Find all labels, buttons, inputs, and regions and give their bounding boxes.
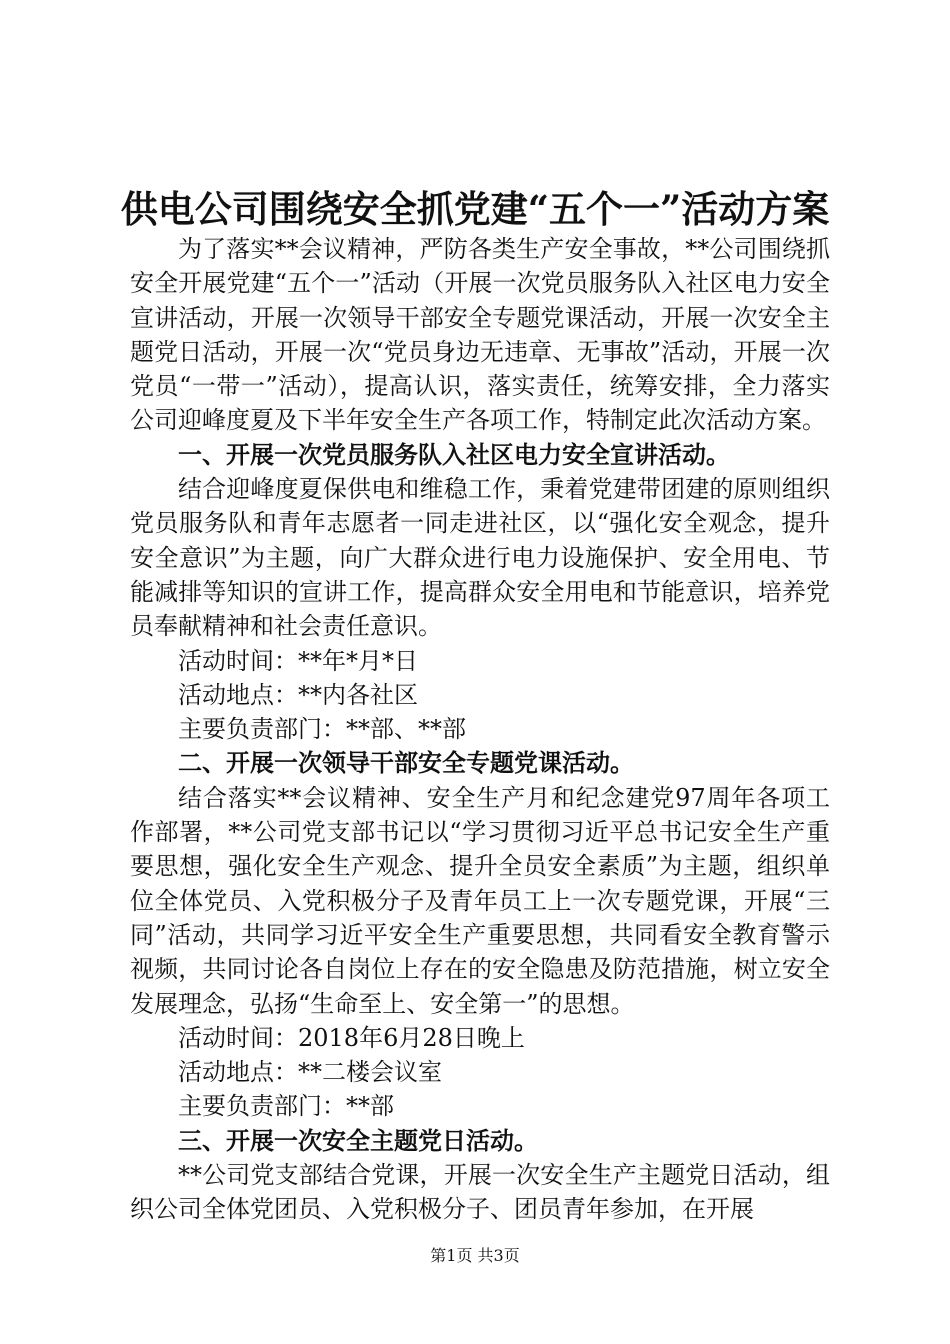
document-body: [130, 232, 830, 1227]
activity-place-1: 活动地点：**内各社区: [178, 680, 418, 709]
responsible-dept-1: 主要负责部门：**部、**部: [178, 715, 466, 744]
page-footer: 第1页 共3页: [430, 1246, 520, 1265]
activity-time-2: 活动时间：2018年6月28日晚上: [178, 1023, 525, 1052]
paragraph-section-3: **公司党支部结合党课，开展一次安全生产主题党日活动，组织公司全体党团员、入党积极分子、团员青年参加，在开展: [130, 1161, 830, 1224]
activity-place-2: 活动地点：**二楼会议室: [178, 1058, 442, 1087]
section-heading-2: 二、开展一次领导干部安全专题党课活动。: [178, 748, 634, 778]
paragraph-section-1: 结合迎峰度夏保供电和维稳工作，秉着党建带团建的原则组织党员服务队和青年志愿者一同走进社区，以“强化安全观念，提升安全意识”为主题，向广大群众进行电力设施保护、安全用电、节能减排等知识的宣讲工作，提高群众安全用电和节能意识，培养党员奉献精神和社会责任意识。: [130, 475, 830, 641]
section-heading-1: 一、开展一次党员服务队入社区电力安全宣讲活动。: [178, 439, 730, 469]
paragraph-section-2: 结合落实**会议精神、安全生产月和纪念建党97周年各项工作部署，**公司党支部书记以“学习贯彻习近平总书记安全生产重要思想，强化安全生产观念、提升全员安全素质”为主题，组织单位全体党员、入党积极分子及青年员工上一次专题党课，开展“三同”活动，共同学习近平安全生产重要思想，共同看安全教育警示视频，共同讨论各自岗位上存在的安全隐患及防范措施，树立安全发展理念，弘扬“生命至上、安全第一”的思想。: [130, 783, 830, 1018]
paragraph-intro: 为了落实**会议精神，严防各类生产安全事故，**公司围绕抓安全开展党建“五个一”活动（开展一次党员服务队入社区电力安全宣讲活动，开展一次领导干部安全专题党课活动，开展一次安全主题党日活动，开展一次“党员身边无违章、无事故”活动，开展一次党员“一带一”活动），提高认识，落实责任，统筹安排，全力落实公司迎峰度夏及下半年安全生产各项工作，特制定此次活动方案。: [130, 235, 830, 435]
activity-time-1: 活动时间：**年*月*日: [178, 646, 418, 675]
section-heading-3: 三、开展一次安全主题党日活动。: [178, 1125, 538, 1155]
document-title: 供电公司围绕安全抓党建“五个一”活动方案: [120, 187, 830, 231]
responsible-dept-2: 主要负责部门：**部: [178, 1092, 394, 1121]
